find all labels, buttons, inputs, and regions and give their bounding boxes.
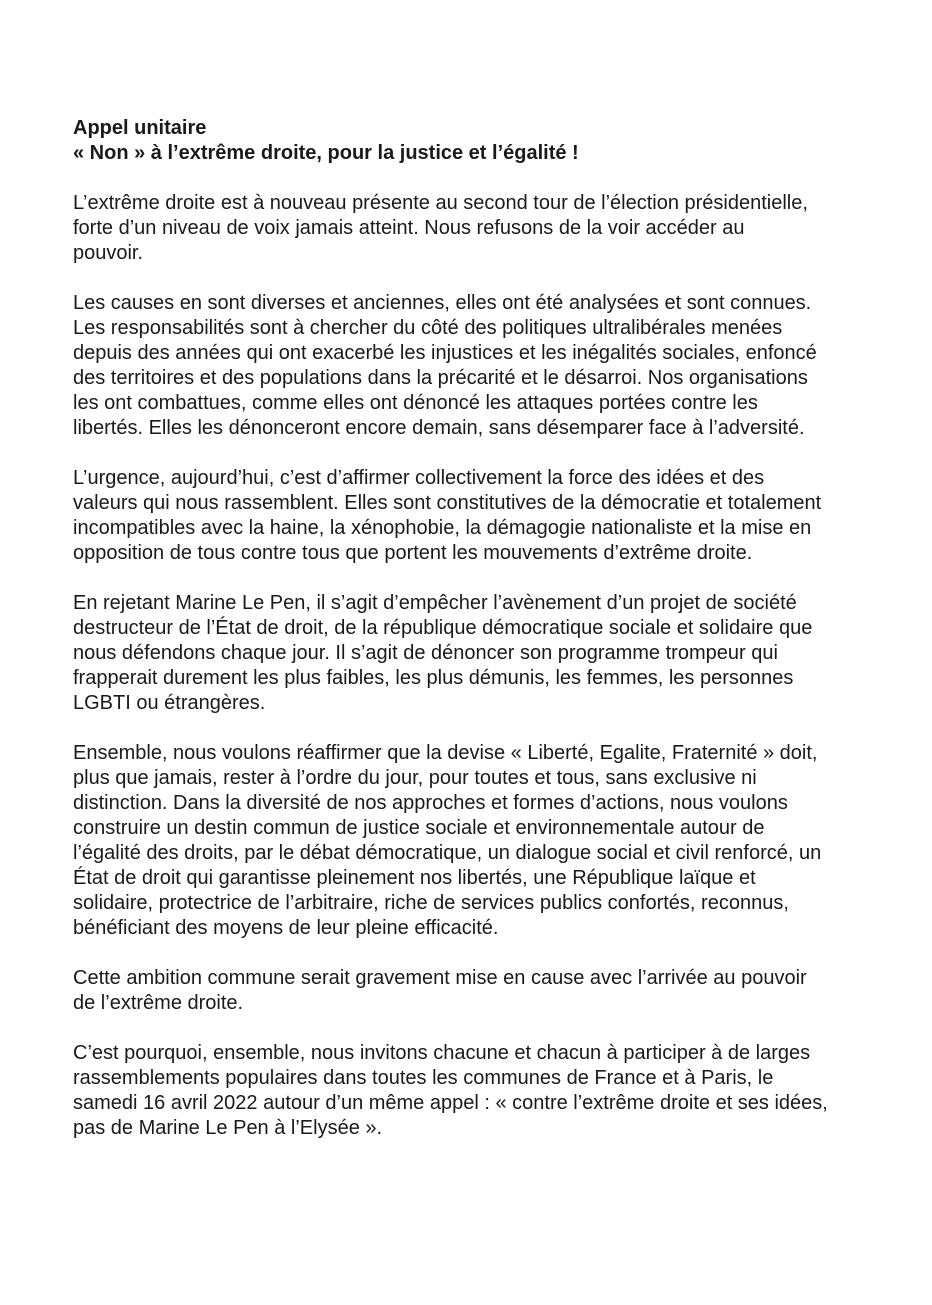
paragraph xyxy=(73,291,892,441)
paragraph-line: LGBTI ou étrangères. xyxy=(73,692,266,714)
paragraph xyxy=(73,741,892,941)
paragraph-line: Cette ambition commune serait gravement mise en cause avec l’arrivée au pouvoir xyxy=(73,967,807,989)
paragraph-line: construire un destin commun de justice sociale et environnementale autour de xyxy=(73,817,765,839)
paragraph-line: de l’extrême droite. xyxy=(73,992,244,1014)
paragraph-line: L’urgence, aujourd’hui, c’est d’affirmer collectivement la force des idées et des xyxy=(73,467,765,489)
paragraph xyxy=(73,466,892,566)
paragraph-line: pas de Marine Le Pen à l’Elysée ». xyxy=(73,1117,383,1139)
paragraph-line: des territoires et des populations dans la précarité et le désarroi. Nos organisations xyxy=(73,367,808,389)
paragraph-line: frapperait durement les plus faibles, les plus démunis, les femmes, les personnes xyxy=(73,667,794,689)
paragraph-line: plus que jamais, rester à l’ordre du jour, pour toutes et tous, sans exclusive ni xyxy=(73,767,757,789)
paragraph-line: distinction. Dans la diversité de nos approches et formes d’actions, nous voulons xyxy=(73,792,788,814)
paragraph-line: rassemblements populaires dans toutes les communes de France et à Paris, le xyxy=(73,1067,774,1089)
document-body xyxy=(73,191,892,1141)
paragraph-line: depuis des années qui ont exacerbé les injustices et les inégalités sociales, enfoncé xyxy=(73,342,817,364)
paragraph-line: l’égalité des droits, par le débat démocratique, un dialogue social et civil renforcé, un xyxy=(73,842,822,864)
paragraph-line: bénéficiant des moyens de leur pleine efficacité. xyxy=(73,917,499,939)
paragraph-line: Les causes en sont diverses et anciennes, elles ont été analysées et sont connues. xyxy=(73,292,812,314)
paragraph-line: L’extrême droite est à nouveau présente au second tour de l’élection présidentielle, xyxy=(73,192,808,214)
paragraph-line: nous défendons chaque jour. Il s’agit de dénoncer son programme trompeur qui xyxy=(73,642,778,664)
paragraph-line: destructeur de l’État de droit, de la république démocratique sociale et solidaire que xyxy=(73,617,813,639)
paragraph-line: En rejetant Marine Le Pen, il s’agit d’empêcher l’avènement d’un projet de société xyxy=(73,592,797,614)
paragraph-line: État de droit qui garantisse pleinement nos libertés, une République laïque et xyxy=(73,867,756,889)
paragraph-line: C’est pourquoi, ensemble, nous invitons chacune et chacun à participer à de larges xyxy=(73,1042,811,1064)
paragraph xyxy=(73,591,892,716)
paragraph-line: Ensemble, nous voulons réaffirmer que la devise « Liberté, Egalite, Fraternité » doit, xyxy=(73,742,818,764)
document-title: Appel unitaire xyxy=(73,117,207,139)
paragraph-line: forte d’un niveau de voix jamais atteint. Nous refusons de la voir accéder au xyxy=(73,217,745,239)
paragraph-line: libertés. Elles les dénonceront encore demain, sans désemparer face à l’adversité. xyxy=(73,417,805,439)
paragraph-line: pouvoir. xyxy=(73,242,144,264)
paragraph-line: les ont combattues, comme elles ont dénoncé les attaques portées contre les xyxy=(73,392,758,414)
paragraph-line: samedi 16 avril 2022 autour d’un même appel : « contre l’extrême droite et ses idées, xyxy=(73,1092,828,1114)
paragraph xyxy=(73,966,892,1016)
paragraph-line: Les responsabilités sont à chercher du côté des politiques ultralibérales menées xyxy=(73,317,783,339)
paragraph-line: solidaire, protectrice de l’arbitraire, riche de services publics confortés, reconnus, xyxy=(73,892,789,914)
document-subtitle: « Non » à l’extrême droite, pour la justice et l’égalité ! xyxy=(73,142,579,164)
document-heading xyxy=(73,116,892,166)
paragraph-line: opposition de tous contre tous que portent les mouvements d’extrême droite. xyxy=(73,542,753,564)
paragraph-line: valeurs qui nous rassemblent. Elles sont constitutives de la démocratie et totalement xyxy=(73,492,822,514)
paragraph xyxy=(73,1041,892,1141)
paragraph-line: incompatibles avec la haine, la xénophobie, la démagogie nationaliste et la mise en xyxy=(73,517,812,539)
paragraph xyxy=(73,191,892,266)
